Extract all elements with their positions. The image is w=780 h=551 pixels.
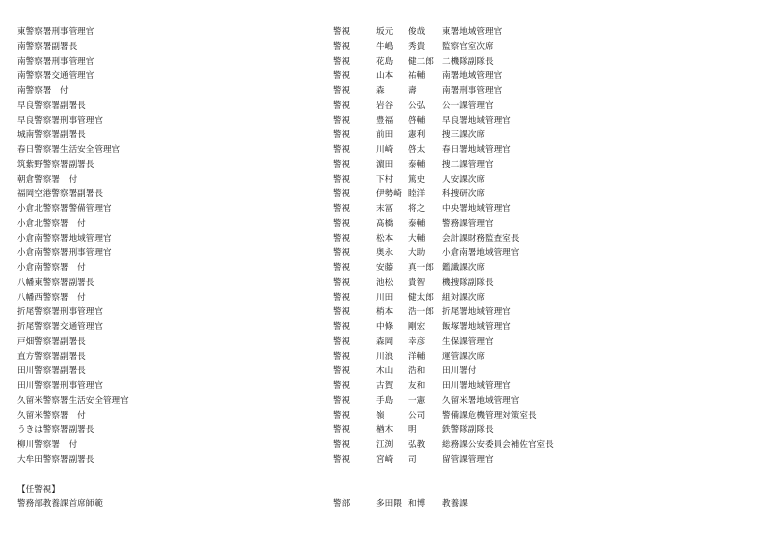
rank-label: 警視 bbox=[333, 322, 351, 332]
post-title: 大牟田警察署副署長 bbox=[17, 454, 95, 465]
post-title: 八幡西警察署 付 bbox=[17, 292, 86, 303]
rank-label: 警視 bbox=[333, 130, 351, 141]
surname: 川浪 bbox=[376, 351, 394, 362]
personnel-row bbox=[0, 102, 780, 117]
previous-post: 捜二課管理官 bbox=[442, 159, 494, 170]
personnel-list bbox=[0, 28, 780, 471]
previous-post: 監察官室次席 bbox=[442, 41, 494, 52]
previous-post: 捜三課次席 bbox=[442, 130, 485, 141]
personnel-row bbox=[0, 264, 780, 279]
personnel-row bbox=[0, 28, 780, 43]
post-title: 南警察署副署長 bbox=[17, 41, 78, 52]
rank-label: 警視 bbox=[333, 381, 351, 391]
given-name: 一憲 bbox=[408, 395, 426, 406]
given-name: 健太郎 bbox=[408, 292, 434, 303]
previous-post: 久留米署地域管理官 bbox=[442, 395, 520, 406]
given-name: 将之 bbox=[408, 204, 426, 214]
given-name: 祐輔 bbox=[408, 71, 426, 82]
rank-label: 警視 bbox=[333, 395, 351, 406]
surname: 坂元 bbox=[376, 27, 394, 37]
previous-post: 南署刑事管理官 bbox=[442, 86, 503, 96]
previous-post: 留管課管理官 bbox=[442, 454, 494, 465]
post-title: 久留米警察署生活安全管理官 bbox=[17, 395, 129, 406]
rank-label: 警視 bbox=[333, 233, 351, 244]
surname: 岩谷 bbox=[376, 100, 394, 111]
post-title: 小倉北警察署警備管理官 bbox=[17, 204, 112, 214]
given-name: 弘教 bbox=[408, 440, 426, 450]
given-name: 泰輔 bbox=[408, 218, 426, 229]
previous-post: 春日署地域管理官 bbox=[442, 145, 511, 155]
surname: 中條 bbox=[376, 322, 394, 332]
previous-post: 早良署地域管理官 bbox=[442, 115, 511, 126]
post-title: 南警察署 付 bbox=[17, 86, 69, 96]
rank-label: 警視 bbox=[333, 174, 351, 185]
rank-label: 警視 bbox=[333, 410, 351, 421]
rank-label: 警視 bbox=[333, 366, 351, 377]
given-name: 大助 bbox=[408, 248, 426, 259]
personnel-row bbox=[0, 161, 780, 176]
previous-post: 田川署地域管理官 bbox=[442, 381, 511, 391]
given-name: 幸彦 bbox=[408, 336, 426, 347]
previous-post: 公一課管理官 bbox=[442, 100, 494, 111]
given-name: 秀貴 bbox=[408, 41, 426, 52]
post-title: 南警察署刑事管理官 bbox=[17, 56, 95, 67]
given-name: 明 bbox=[408, 425, 417, 436]
post-title: 八幡東警察署副署長 bbox=[17, 277, 95, 288]
given-name: 俊哉 bbox=[408, 27, 426, 37]
given-name: 浩一郎 bbox=[408, 307, 434, 318]
rank-label: 警視 bbox=[333, 307, 351, 318]
post-title: 田川警察署刑事管理官 bbox=[17, 381, 103, 391]
previous-post: 教養課 bbox=[442, 499, 468, 509]
previous-post: 警備課危機管理対策室長 bbox=[442, 410, 537, 421]
given-name: 公司 bbox=[408, 410, 426, 421]
personnel-row bbox=[0, 382, 780, 397]
surname: 下村 bbox=[376, 174, 394, 185]
surname: 森 bbox=[376, 86, 385, 96]
post-title: 小倉南警察署地域管理官 bbox=[17, 233, 112, 244]
rank-label: 警視 bbox=[333, 86, 351, 96]
surname: 木山 bbox=[376, 366, 394, 377]
rank-label: 警視 bbox=[333, 71, 351, 82]
rank-label: 警視 bbox=[333, 204, 351, 214]
given-name: 剛宏 bbox=[408, 322, 426, 332]
post-title: 早良警察署刑事管理官 bbox=[17, 115, 103, 126]
rank-label: 警視 bbox=[333, 454, 351, 465]
previous-post: 田川署付 bbox=[442, 366, 477, 377]
personnel-row bbox=[0, 249, 780, 264]
previous-post: 運管課次席 bbox=[442, 351, 485, 362]
post-title: 南警察署交通管理官 bbox=[17, 71, 95, 82]
post-title: 小倉北警察署 付 bbox=[17, 218, 86, 229]
surname: 古賀 bbox=[376, 381, 394, 391]
given-name: 真一郎 bbox=[408, 263, 434, 273]
surname: 川田 bbox=[376, 292, 394, 303]
rank-label: 警視 bbox=[333, 425, 351, 436]
surname: 花島 bbox=[376, 56, 394, 67]
rank-label: 警視 bbox=[333, 27, 351, 37]
personnel-row bbox=[0, 43, 780, 58]
given-name: 公弘 bbox=[408, 100, 426, 111]
surname: 山本 bbox=[376, 71, 394, 82]
personnel-row bbox=[0, 397, 780, 412]
surname: 髙橋 bbox=[376, 218, 394, 229]
personnel-row bbox=[0, 323, 780, 338]
post-title: 折尾警察署刑事管理官 bbox=[17, 307, 103, 318]
personnel-row bbox=[0, 500, 780, 515]
personnel-row bbox=[0, 338, 780, 353]
given-name: 友和 bbox=[408, 381, 426, 391]
previous-post: 飯塚署地域管理官 bbox=[442, 322, 511, 332]
previous-post: 鉄警隊副隊長 bbox=[442, 425, 494, 436]
rank-label: 警視 bbox=[333, 263, 351, 273]
post-title: 田川警察署副署長 bbox=[17, 366, 86, 377]
given-name: 啓輔 bbox=[408, 115, 426, 126]
post-title: 朝倉警察署 付 bbox=[17, 174, 78, 185]
rank-label: 警視 bbox=[333, 145, 351, 155]
post-title: 小倉南警察署刑事管理官 bbox=[17, 248, 112, 259]
surname: 宮崎 bbox=[376, 454, 394, 465]
rank-label: 警視 bbox=[333, 189, 351, 200]
post-title: 戸畑警察署副署長 bbox=[17, 336, 86, 347]
personnel-row bbox=[0, 456, 780, 471]
surname: 多田隈 bbox=[376, 499, 402, 509]
personnel-row bbox=[0, 441, 780, 456]
personnel-row bbox=[0, 367, 780, 382]
surname: 池松 bbox=[376, 277, 394, 288]
previous-post: 生保課管理官 bbox=[442, 336, 494, 347]
previous-post: 科捜研次席 bbox=[442, 189, 485, 200]
surname: 江渕 bbox=[376, 440, 394, 450]
previous-post: 鑑識課次席 bbox=[442, 263, 485, 273]
given-name: 健二郎 bbox=[408, 56, 434, 67]
surname: 牛嶋 bbox=[376, 41, 394, 52]
given-name: 和博 bbox=[408, 499, 426, 509]
post-title: 直方警察署副署長 bbox=[17, 351, 86, 362]
given-name: 壽 bbox=[408, 86, 417, 96]
post-title: 久留米警察署 付 bbox=[17, 410, 86, 421]
surname: 嶺 bbox=[376, 410, 385, 421]
rank-label: 警視 bbox=[333, 351, 351, 362]
surname: 松本 bbox=[376, 233, 394, 244]
given-name: 啓太 bbox=[408, 145, 426, 155]
post-title: 城南警察署副署長 bbox=[17, 130, 86, 141]
personnel-row bbox=[0, 426, 780, 441]
personnel-row bbox=[0, 72, 780, 87]
section-heading: 【任警視】 bbox=[17, 485, 60, 495]
post-title: 福岡空港警察署副署長 bbox=[17, 189, 103, 200]
post-title: うきは警察署副署長 bbox=[17, 425, 95, 436]
rank-label: 警視 bbox=[333, 218, 351, 229]
personnel-row bbox=[0, 205, 780, 220]
surname: 川崎 bbox=[376, 145, 394, 155]
surname: 奥永 bbox=[376, 248, 394, 259]
rank-label: 警視 bbox=[333, 277, 351, 288]
previous-post: 南署地域管理官 bbox=[442, 71, 503, 82]
appointment-list bbox=[0, 500, 780, 515]
rank-label: 警部 bbox=[333, 499, 351, 509]
previous-post: 機捜隊副隊長 bbox=[442, 277, 494, 288]
personnel-row bbox=[0, 220, 780, 235]
previous-post: 人安課次席 bbox=[442, 174, 485, 185]
personnel-row bbox=[0, 146, 780, 161]
previous-post: 会計課財務監査室長 bbox=[442, 233, 520, 244]
given-name: 貴智 bbox=[408, 277, 426, 288]
post-title: 小倉南警察署 付 bbox=[17, 263, 86, 273]
rank-label: 警視 bbox=[333, 248, 351, 259]
surname: 楢木 bbox=[376, 425, 394, 436]
given-name: 大輔 bbox=[408, 233, 426, 244]
rank-label: 警視 bbox=[333, 115, 351, 126]
post-title: 東警察署刑事管理官 bbox=[17, 27, 95, 37]
given-name: 洋輔 bbox=[408, 351, 426, 362]
surname: 伊勢崎 bbox=[376, 189, 402, 200]
surname: 森岡 bbox=[376, 336, 394, 347]
post-title: 筑紫野警察署副署長 bbox=[17, 159, 95, 170]
surname: 前田 bbox=[376, 130, 394, 141]
given-name: 浩和 bbox=[408, 366, 426, 377]
post-title: 警務部教養課首席師範 bbox=[17, 499, 103, 509]
surname: 末冨 bbox=[376, 204, 394, 214]
personnel-row bbox=[0, 87, 780, 102]
previous-post: 総務課公安委員会補佐官室長 bbox=[442, 440, 554, 450]
previous-post: 警務課管理官 bbox=[442, 218, 494, 229]
surname: 手島 bbox=[376, 395, 394, 406]
given-name: 泰輔 bbox=[408, 159, 426, 170]
given-name: 睦洋 bbox=[408, 189, 426, 200]
post-title: 早良警察署副署長 bbox=[17, 100, 86, 111]
previous-post: 中央署地域管理官 bbox=[442, 204, 511, 214]
given-name: 篤史 bbox=[408, 174, 426, 185]
previous-post: 折尾署地域管理官 bbox=[442, 307, 511, 318]
rank-label: 警視 bbox=[333, 159, 351, 170]
personnel-row bbox=[0, 308, 780, 323]
surname: 豊福 bbox=[376, 115, 394, 126]
previous-post: 二機隊副隊長 bbox=[442, 56, 494, 67]
personnel-row bbox=[0, 131, 780, 146]
surname: 安藤 bbox=[376, 263, 394, 273]
previous-post: 東署地域管理官 bbox=[442, 27, 503, 37]
rank-label: 警視 bbox=[333, 56, 351, 67]
rank-label: 警視 bbox=[333, 440, 351, 450]
surname: 濵田 bbox=[376, 159, 394, 170]
given-name: 憲利 bbox=[408, 130, 426, 141]
previous-post: 組対課次席 bbox=[442, 292, 485, 303]
post-title: 柳川警察署 付 bbox=[17, 440, 78, 450]
given-name: 司 bbox=[408, 454, 417, 465]
rank-label: 警視 bbox=[333, 336, 351, 347]
personnel-row bbox=[0, 190, 780, 205]
rank-label: 警視 bbox=[333, 292, 351, 303]
rank-label: 警視 bbox=[333, 100, 351, 111]
surname: 梢本 bbox=[376, 307, 394, 318]
post-title: 春日警察署生活安全管理官 bbox=[17, 145, 121, 155]
personnel-row bbox=[0, 279, 780, 294]
previous-post: 小倉南署地域管理官 bbox=[442, 248, 520, 259]
rank-label: 警視 bbox=[333, 41, 351, 52]
post-title: 折尾警察署交通管理官 bbox=[17, 322, 103, 332]
